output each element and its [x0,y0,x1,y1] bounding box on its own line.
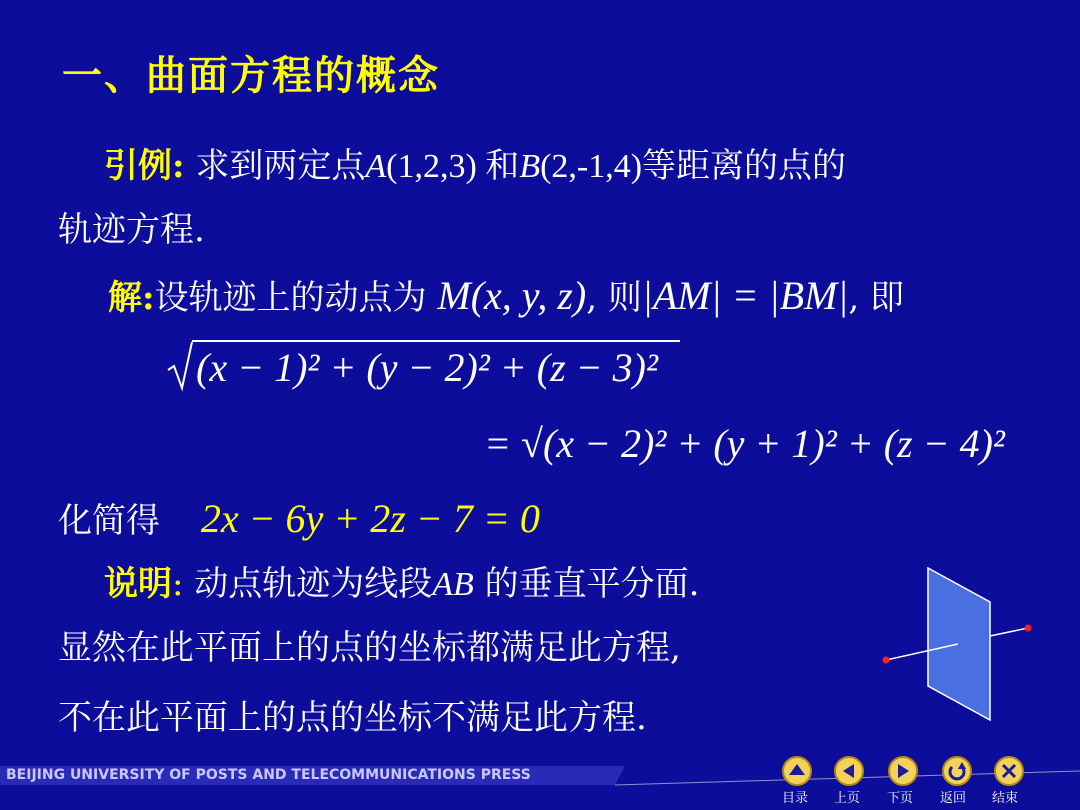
nav-contents-button[interactable] [782,756,812,786]
point-m: M [437,273,471,318]
point-a: A [365,148,387,185]
example-line-1 [104,138,846,187]
nav-label-return[interactable]: 返回 [940,791,967,806]
note-text: 动点轨迹为线段 [183,564,433,604]
note-line [104,556,699,605]
example-text: 求到两定点 [184,146,366,186]
nav-label-end[interactable]: 结束 [992,791,1019,806]
plane-shape [928,568,990,720]
ie-text: , 即 [848,278,904,318]
point-m-args: (x, y, z) [470,273,587,318]
sqrt-bar [192,340,680,342]
solution-label: 解: [108,278,155,318]
solution-text: 设轨迹上的动点为 [154,278,427,318]
segment-ab: AB [432,566,474,603]
simplify-line [58,493,540,542]
up-arrow-icon [784,758,810,784]
left-arrow-icon [836,758,862,784]
nav-next-button[interactable] [888,756,918,786]
solution-line [108,270,904,319]
segment-b-part [990,628,1028,636]
point-a-coords: (1,2,3) 和 [386,148,520,185]
result-equation: 2x − 6y + 2z − 7 = 0 [200,496,540,541]
nav-label-next[interactable]: 下页 [887,791,914,806]
point-a-dot [883,657,890,664]
point-b: B [519,148,541,185]
sqrt-right-body: = √(x − 2)² + (y + 1)² + (z − 4)² [484,421,1005,466]
nav-prev-button[interactable] [834,756,864,786]
note-colon: : [172,564,184,604]
distance-equality: |AM| = |BM| [641,273,849,318]
simplify-label: 化简得 [58,501,160,541]
nav-return-button[interactable] [942,756,972,786]
then-text: , 则 [586,278,642,318]
sqrt-left-body: (x − 1)² + (y − 2)² + (z − 3)² [196,345,658,390]
example-line-2: 轨迹方程. [58,210,205,250]
note-text-2: 的垂直平分面. [473,564,700,604]
page-title: 一、曲面方程的概念 [62,53,440,99]
note-label: 说明 [104,564,172,604]
return-arrow-icon [944,758,970,784]
nav-label-prev[interactable]: 上页 [834,791,861,806]
nav-end-button[interactable] [994,756,1024,786]
example-label: 引例: [104,146,185,186]
text-line-7: 不在此平面上的点的坐标不满足此方程. [58,698,647,738]
point-b-dot [1025,625,1032,632]
perpendicular-plane-diagram [870,560,1050,730]
point-b-coords: (2,-1,4)等距离的点的 [540,148,847,185]
publisher-name: BEIJING UNIVERSITY OF POSTS AND TELECOMMUNICATIONS PRESS [6,767,531,783]
close-icon [996,758,1022,784]
text-line-6: 显然在此平面上的点的坐标都满足此方程, [58,628,681,668]
sqrt-sign-icon [166,340,194,392]
nav-label-contents[interactable]: 目录 [782,791,809,806]
sqrt-expression-right [484,420,1005,467]
right-arrow-icon [890,758,916,784]
